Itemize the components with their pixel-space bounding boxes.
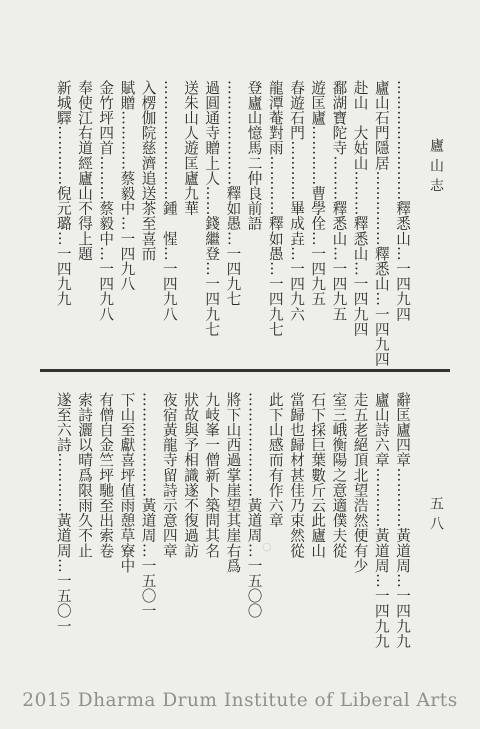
- toc-entry: 春遊石門…………畢成垚…一四九六: [288, 80, 305, 322]
- toc-entry: 當歸也歸材甚佳乃束然從: [288, 392, 305, 559]
- toc-entry: 奉使江右道經廬山不得上題: [76, 80, 93, 262]
- toc-entry: 此下山感而有作六章: [266, 392, 284, 528]
- toc-entry: 將下山西過掌崖望其崖右爲: [224, 392, 242, 574]
- toc-entry: 遊匡廬…………曹學佺…一四九五: [309, 80, 327, 307]
- toc-entry: 有僧自金竺坪馳至出索卷: [97, 392, 115, 559]
- toc-entry: 赴山 大姑山………釋悉山…一四九四: [351, 80, 369, 337]
- toc-entry: 下山至獻喜坪值雨憩草寮中: [118, 392, 136, 574]
- toc-entry: 狀故與予相識遂不復過訪: [182, 392, 199, 559]
- toc-entry: ……………………釋悉山…一四九四: [394, 80, 411, 322]
- toc-entry: 金竹坪四首………蔡毅中…一四九八: [97, 80, 115, 322]
- toc-entry: 入楞伽院慈濟追送茶至喜而: [139, 80, 157, 262]
- toc-entry: 走五老絕頂北望浩然便有少: [351, 392, 369, 574]
- toc-entry: 索詩灑以晴爲限雨久不止: [76, 392, 93, 559]
- section-divider: [40, 369, 450, 372]
- toc-entry: …………………釋如愚…一四九七: [224, 80, 242, 307]
- toc-entry: 龍潭菴對雨…………釋如愚…一四九七: [266, 80, 284, 337]
- toc-entry: 廬山石門隱居……………釋悉山…一四九四: [372, 80, 390, 367]
- toc-entry: 登廬山憶馬二仲良前語: [245, 80, 263, 231]
- toc-entry: …………………黃道周…一五〇〇: [245, 392, 263, 619]
- toc-entry: 夜宿黃龍寺留詩示意四章: [160, 392, 178, 559]
- toc-entry: 遂至六詩…………黃道周…一五〇一: [54, 392, 72, 634]
- toc-entry: ……………………鍾 惺…一四九八: [160, 80, 178, 322]
- toc-entry: 鄱湖寶陀寺………釋悉山…一四九五: [330, 80, 348, 322]
- toc-entry: 辭匡廬四章…………黃道周…一四九九: [394, 392, 411, 649]
- toc-entry: 室三峨衡陽之意適僕夫從: [330, 392, 348, 559]
- toc-entry: …………………黃道周…一五〇一: [139, 392, 157, 619]
- toc-entry: 石下採巨葉數斤云此廬山: [309, 392, 327, 559]
- page-number: 五八: [428, 496, 444, 536]
- watermark: 2015 Dharma Drum Institute of Liberal Arts: [22, 690, 458, 711]
- faint-stamp-mark: ○: [262, 540, 272, 553]
- toc-entry: 廬山詩六章…………黃道周…一四九九: [372, 392, 390, 649]
- toc-entry: 新城驛…………倪元璐…一四九九: [54, 80, 72, 307]
- book-title: 廬山志: [428, 138, 444, 198]
- toc-entry: 送朱山人遊匡廬九華: [182, 80, 199, 216]
- toc-entry: 賦贈…………蔡毅中…一四九八: [118, 80, 136, 292]
- toc-entry: 九岐峯一僧新卜築問其名: [203, 392, 221, 559]
- toc-entry: 過圓通寺贈上人……錢繼登…一四九七: [203, 80, 221, 337]
